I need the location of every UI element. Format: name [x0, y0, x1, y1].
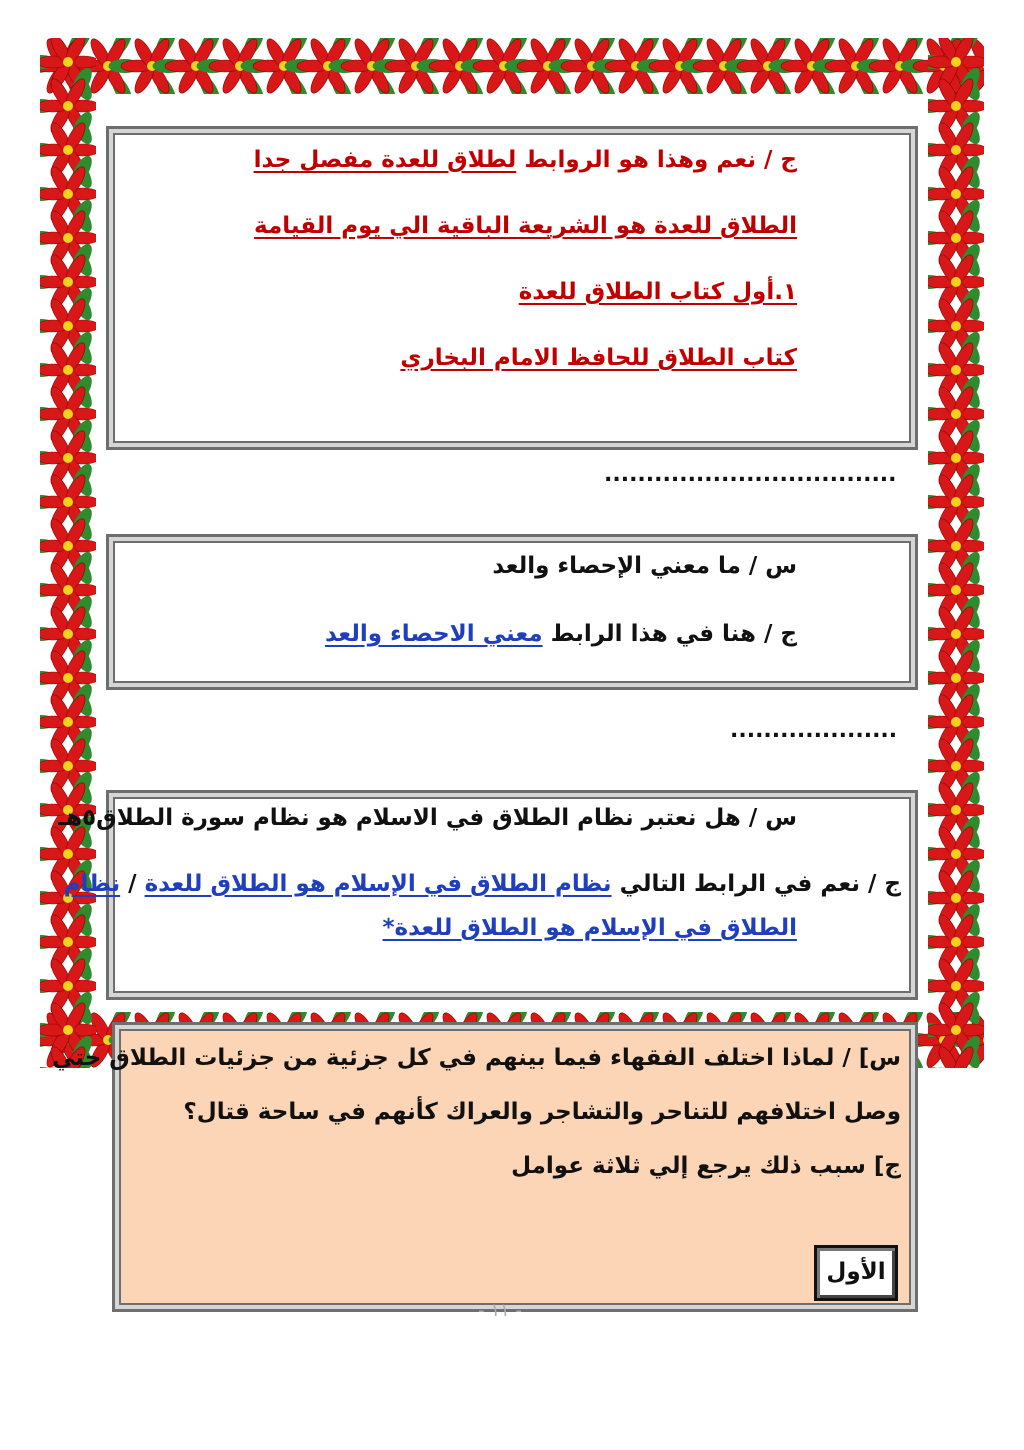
answer-text: ج] سبب ذلك يرجع إلي ثلاثة عوامل: [511, 1153, 901, 1179]
poinsettia-flower: [928, 109, 984, 191]
poinsettia-flower: [40, 857, 96, 939]
flower-center: [951, 629, 961, 639]
flower-center: [63, 1025, 73, 1035]
flower-center: [63, 409, 73, 419]
poinsettia-flower: [40, 285, 96, 367]
flower-center: [951, 717, 961, 727]
poinsettia-flower: [928, 65, 984, 147]
poinsettia-pattern: [40, 38, 984, 94]
poinsettia-flower: [40, 549, 96, 631]
dotted-separator: ...................................: [604, 462, 897, 487]
poinsettia-flower: [928, 197, 984, 279]
flower-center: [951, 981, 961, 991]
poinsettia-flower: [928, 593, 984, 675]
flower-center: [951, 585, 961, 595]
flower-center: [63, 189, 73, 199]
poinsettia-flower: [40, 681, 96, 763]
poinsettia-flower: [40, 945, 96, 1027]
flower-center: [951, 849, 961, 859]
nizam-link-2-cont[interactable]: الطلاق في الإسلام هو الطلاق للعدة*: [382, 915, 797, 941]
flower-center: [63, 365, 73, 375]
poinsettia-flower: [40, 637, 96, 719]
poinsettia-flower: [928, 857, 984, 939]
flower-center: [951, 233, 961, 243]
poinsettia-flower: [928, 637, 984, 719]
answer-line-3[interactable]: ١.أول كتاب الطلاق للعدة: [518, 279, 797, 305]
question-line-1: س] / لماذا اختلف الفقهاء فيما بينهم في كل جزئية من جزئيات الطلاق حتي: [52, 1045, 901, 1071]
question-text: س / ما معني الإحصاء والعد: [492, 553, 797, 579]
poinsettia-flower: [928, 417, 984, 499]
poinsettia-flower: [928, 813, 984, 895]
poinsettia-flower: [928, 461, 984, 543]
floral-border-left: [40, 38, 96, 1068]
poinsettia-flower: [928, 549, 984, 631]
flower-center: [63, 849, 73, 859]
flower-center: [63, 541, 73, 551]
flower-center: [951, 189, 961, 199]
poinsettia-flower: [40, 153, 96, 235]
question-line-2: وصل اختلافهم للتناحر والتشاجر والعراك كأنهم في ساحة قتال؟: [183, 1099, 901, 1125]
flower-center: [951, 453, 961, 463]
poinsettia-pattern: [928, 38, 984, 1068]
flower-center: [951, 365, 961, 375]
poinsettia-flower: [40, 417, 96, 499]
answer-line-1: ج / نعم في الرابط التالي نظام الطلاق في الإسلام هو الطلاق للعدة / نظام: [63, 871, 901, 897]
poinsettia-flower: [40, 197, 96, 279]
poinsettia-flower: [928, 725, 984, 807]
answer-line-2[interactable]: الطلاق للعدة هو الشريعة الباقية الي يوم القيامة: [254, 213, 797, 239]
dotted-separator: ....................: [730, 718, 898, 743]
poinsettia-flower: [40, 373, 96, 455]
poinsettia-flower: [40, 505, 96, 587]
poinsettia-flower: [928, 901, 984, 983]
flower-center: [63, 233, 73, 243]
poinsettia-flower: [40, 593, 96, 675]
flower-center: [63, 453, 73, 463]
poinsettia-flower: [40, 461, 96, 543]
flower-center: [63, 761, 73, 771]
flower-center: [951, 321, 961, 331]
flower-center: [63, 145, 73, 155]
poinsettia-flower: [40, 65, 96, 147]
flower-center: [63, 937, 73, 947]
flower-center: [63, 629, 73, 639]
qa-box-ihsa: [106, 534, 918, 690]
question-text: س / هل نعتبر نظام الطلاق في الاسلام هو نظام سورة الطلاق٥هـ: [58, 805, 797, 831]
answer-box-links: [106, 126, 918, 450]
poinsettia-flower: [40, 901, 96, 983]
poinsettia-flower: [40, 109, 96, 191]
poinsettia-pattern: [40, 38, 96, 1068]
flower-center: [951, 101, 961, 111]
poinsettia-flower: [928, 153, 984, 235]
nizam-link-1[interactable]: نظام الطلاق في الإسلام هو الطلاق للعدة: [144, 871, 612, 897]
flower-center: [63, 585, 73, 595]
flower-center: [63, 277, 73, 287]
nizam-link-2[interactable]: نظام: [63, 871, 121, 897]
poinsettia-flower: [40, 241, 96, 323]
flower-center: [951, 277, 961, 287]
flower-center: [951, 805, 961, 815]
poinsettia-flower: [928, 241, 984, 323]
talaq-lil-idda-link[interactable]: لطلاق للعدة مفصل جدا: [253, 147, 517, 173]
poinsettia-flower: [928, 329, 984, 411]
answer-line: ج / هنا في هذا الرابط معني الاحصاء والعد: [324, 621, 797, 647]
answer-line-1: ج / نعم وهذا هو الروابط لطلاق للعدة مفصل جدا: [253, 147, 797, 173]
poinsettia-flower: [40, 725, 96, 807]
flower-center: [951, 145, 961, 155]
page-number: - ١١ -: [478, 1300, 522, 1321]
flower-center: [951, 761, 961, 771]
flower-center: [63, 981, 73, 991]
poinsettia-flower: [928, 505, 984, 587]
flower-center: [63, 717, 73, 727]
flower-center: [63, 321, 73, 331]
answer-line-2: [109, 915, 797, 941]
flower-center: [951, 541, 961, 551]
flower-center: [951, 937, 961, 947]
flower-center: [63, 101, 73, 111]
floral-border-top: [40, 38, 984, 94]
flower-center: [63, 673, 73, 683]
first-factor-label: الأول: [814, 1245, 898, 1301]
flower-center: [951, 673, 961, 683]
ihsa-link[interactable]: معني الاحصاء والعد: [324, 621, 543, 647]
flower-center: [951, 1025, 961, 1035]
poinsettia-flower: [40, 329, 96, 411]
poinsettia-flower: [928, 373, 984, 455]
flower-center: [951, 57, 961, 67]
floral-border-right: [928, 38, 984, 1068]
poinsettia-flower: [928, 769, 984, 851]
qa-box-fuqaha: [52, 1022, 918, 1312]
poinsettia-flower: [928, 681, 984, 763]
answer-line-4[interactable]: كتاب الطلاق للحافظ الامام البخاري: [400, 345, 797, 371]
flower-center: [951, 497, 961, 507]
poinsettia-flower: [928, 945, 984, 1027]
poinsettia-flower: [928, 989, 984, 1068]
flower-center: [63, 57, 73, 67]
poinsettia-flower: [928, 285, 984, 367]
qa-box-nizam: [58, 790, 918, 1000]
flower-center: [951, 893, 961, 903]
flower-center: [951, 409, 961, 419]
flower-center: [63, 497, 73, 507]
